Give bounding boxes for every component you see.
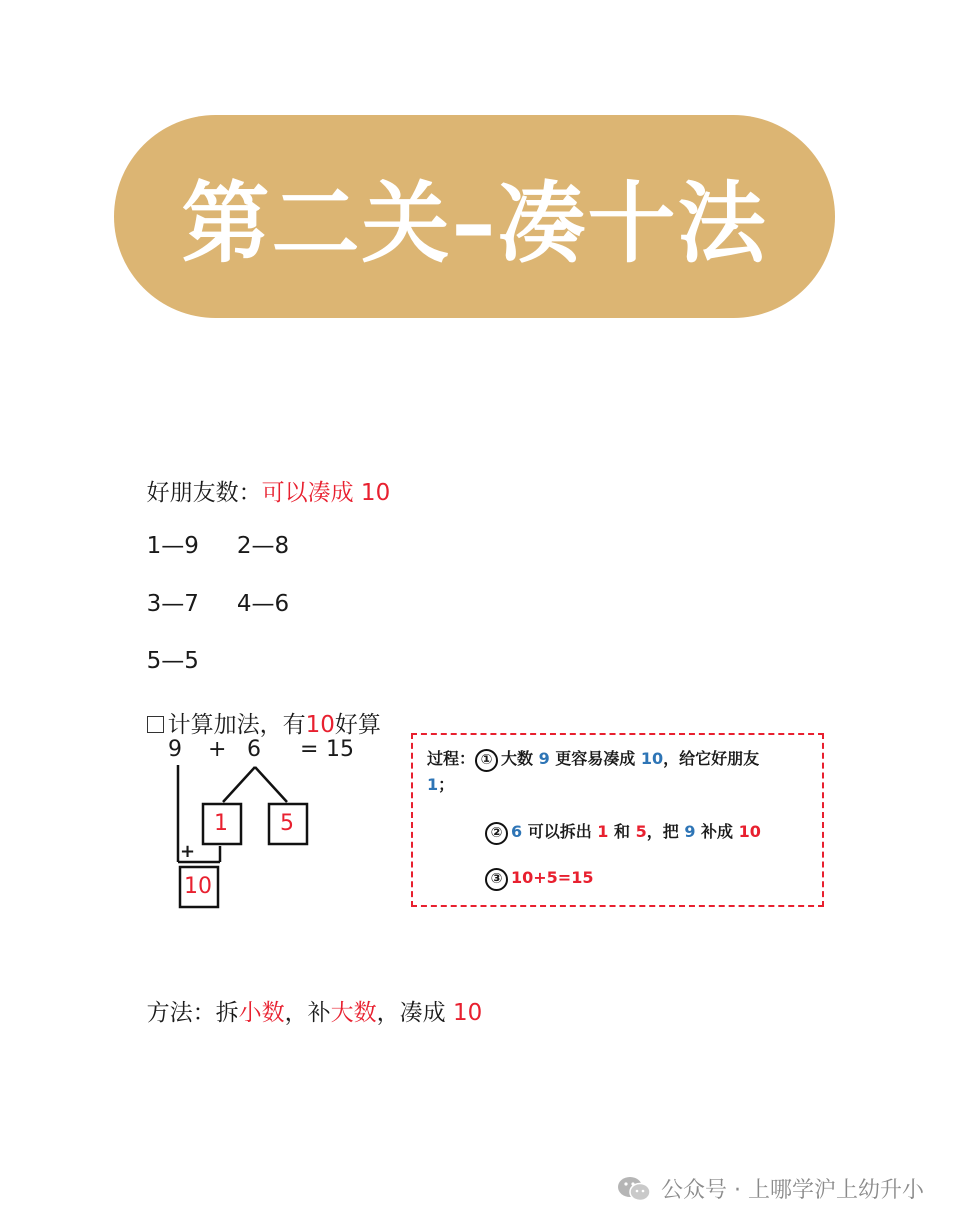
step-text: 补成 bbox=[695, 822, 739, 841]
plus-mark: + bbox=[180, 841, 196, 862]
step-number: 9 bbox=[684, 822, 696, 841]
method-highlight: 小数 bbox=[238, 1000, 285, 1026]
process-box bbox=[411, 733, 824, 907]
step-number: 9 bbox=[538, 749, 550, 768]
step-number: 10 bbox=[640, 749, 664, 768]
step-number: 1 bbox=[427, 775, 439, 794]
step-text: ； bbox=[438, 775, 455, 794]
pair-row-3 bbox=[132, 622, 199, 674]
pair: 5—5 bbox=[146, 648, 199, 674]
operator-plus: + bbox=[208, 737, 227, 762]
wechat-icon bbox=[617, 1175, 651, 1203]
ten-value: 10 bbox=[184, 874, 212, 899]
rule-line bbox=[132, 680, 381, 739]
branch-left bbox=[223, 767, 255, 802]
friend-numbers-highlight: 可以凑成 10 bbox=[261, 480, 391, 506]
method-highlight: 大数 bbox=[330, 1000, 377, 1026]
pair: 2—8 bbox=[236, 533, 290, 559]
pair-row-1 bbox=[132, 507, 289, 559]
addend-b: 6 bbox=[247, 737, 261, 762]
addend-a: 9 bbox=[168, 737, 182, 762]
rule-prefix: 计算加法，有 bbox=[167, 712, 306, 738]
pair: 3—7 bbox=[146, 591, 199, 617]
step-text: ，把 bbox=[646, 822, 685, 841]
rule-number: 10 bbox=[305, 712, 335, 738]
equals-sign: = bbox=[300, 737, 319, 762]
split-right-value: 5 bbox=[280, 811, 294, 836]
friend-numbers-label: 好朋友数： bbox=[146, 480, 262, 506]
step-number: 1 bbox=[597, 822, 609, 841]
step-number: 10 bbox=[738, 822, 761, 841]
sum-result: 15 bbox=[326, 737, 354, 762]
friend-numbers-line bbox=[132, 448, 390, 507]
step-number: 6 bbox=[511, 822, 523, 841]
step-text: 和 bbox=[608, 822, 636, 841]
banner-title: 第二关–凑十法 bbox=[181, 171, 768, 275]
process-step-2 bbox=[485, 819, 761, 845]
step-number: 5 bbox=[635, 822, 647, 841]
branch-right bbox=[255, 767, 287, 802]
pair: 4—6 bbox=[236, 591, 290, 617]
rule-suffix: 好算 bbox=[334, 712, 381, 738]
step-marker: ③ bbox=[485, 868, 508, 891]
process-label: 过程： bbox=[427, 749, 476, 768]
method-text: 方法：拆 bbox=[146, 1000, 239, 1026]
step-text: 更容易凑成 bbox=[549, 749, 641, 768]
method-text: ，凑成 bbox=[376, 1000, 453, 1026]
step-text: 大数 bbox=[501, 749, 539, 768]
method-line bbox=[132, 968, 482, 1027]
pair: 1—9 bbox=[146, 533, 199, 559]
process-step-1 bbox=[427, 746, 759, 772]
step-marker: ② bbox=[485, 822, 508, 845]
footer-watermark bbox=[617, 1173, 924, 1204]
method-text: ，补 bbox=[284, 1000, 331, 1026]
process-step-3 bbox=[485, 868, 593, 891]
step-marker: ① bbox=[475, 749, 498, 772]
method-highlight: 10 bbox=[452, 1000, 483, 1026]
checkbox-icon bbox=[147, 716, 164, 733]
step-text: 可以拆出 bbox=[522, 822, 598, 841]
make-ten-diagram bbox=[160, 735, 380, 920]
footer-text: 公众号 · 上哪学沪上幼升小 bbox=[661, 1178, 924, 1203]
pair-row-2 bbox=[132, 565, 289, 617]
split-left-value: 1 bbox=[214, 811, 228, 836]
step-equation: 10+5=15 bbox=[511, 868, 594, 887]
step-text: ，给它好朋友 bbox=[663, 749, 760, 768]
process-step-1-cont bbox=[427, 772, 454, 795]
title-banner bbox=[114, 115, 835, 318]
